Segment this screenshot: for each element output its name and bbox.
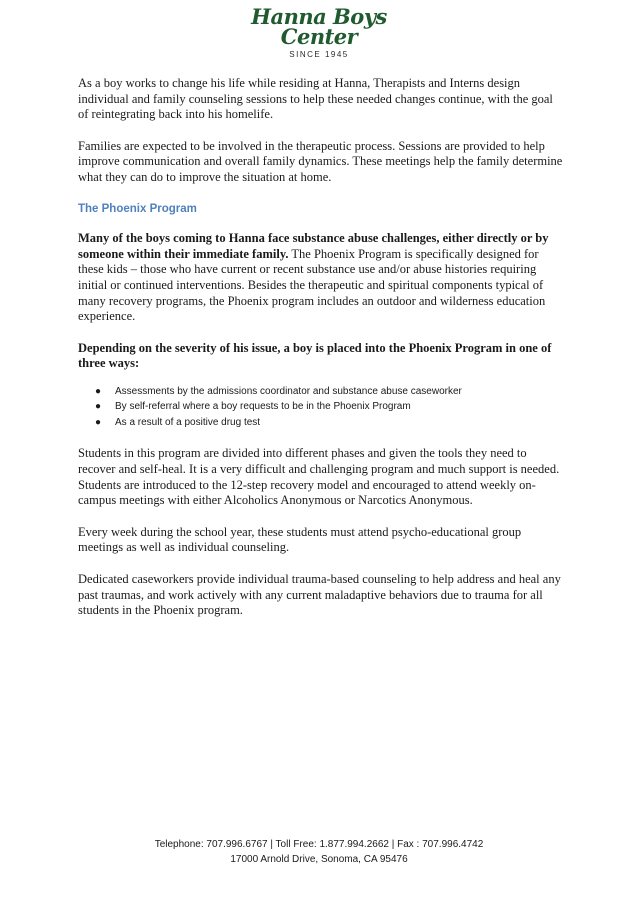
logo-name-line2: Center [280,24,358,49]
footer-contact: Telephone: 707.996.6767 | Toll Free: 1.877.994.2662 | Fax : 707.996.4742 [154,839,484,850]
paragraph-phoenix-intro-rest: The Phoenix Program is specifically designed for these kids – those who have current or recent substance use and/or abuse histories requiring initial or continued interventions. Besides the therapeutic and spiritual components typical of many recovery programs, the Phoenix program includes an outdoor and wilderness education experience. [78,246,546,324]
logo-name-line1: Hanna Boys [251,4,387,29]
paragraph-phoenix-intro [78,231,566,325]
paragraph-counseling: As a boy works to change his life while residing at Hanna, Therapists and Interns design individual and family counseling sessions to help these needed changes continue, with the goal of reintegrating back into his homelife. [78,76,553,122]
list-item [78,399,566,415]
list-item-text: Assessments by the admissions coordinator and substance abuse caseworker [115,385,462,397]
footer-address: 17000 Arnold Drive, Sonoma, CA 95476 [230,854,408,865]
organization-logo [0,6,638,59]
list-item-text: As a result of a positive drug test [115,416,261,428]
logo-since: SINCE 1945 [289,50,349,59]
paragraph-families: Families are expected to be involved in the therapeutic process. Sessions are provided to help improve communication and overall family dynamics. These meetings help the family determine what they can do to improve the situation at home. [78,138,563,184]
list-item [78,415,566,431]
paragraph-placement: Depending on the severity of his issue, a boy is placed into the Phoenix Program in one of three ways: [78,340,552,371]
paragraph-phases: Students in this program are divided into different phases and given the tools they need to recover and self-heal. It is a very difficult and challenging program and much support is needed. Students are introduced to the 12-step recovery model and encouraged to attend weekly on-campus meetings with either Alcoholics Anonymous or Narcotics Anonymous. [78,446,560,508]
paragraph-phoenix-intro-bold: Many of the boys coming to Hanna face substance abuse challenges, either directly or by someone within their immediate family. [78,231,549,261]
bullet-icon: ● [95,416,102,428]
bullet-icon: ● [95,385,102,397]
paragraph-caseworkers: Dedicated caseworkers provide individual trauma-based counseling to help address and heal any past traumas, and work actively with any current maladaptive behaviors due to trauma for all students in the Phoenix program. [78,571,561,618]
list-item-text: By self-referral where a boy requests to be in the Phoenix Program [115,401,411,413]
list-item [78,384,566,400]
section-heading: The Phoenix Program [78,202,197,215]
placement-list [78,384,566,431]
page-footer [0,837,638,867]
document-body [78,76,566,635]
bullet-icon: ● [95,401,102,413]
paragraph-weekly: Every week during the school year, these students must attend psycho-educational group meetings as well as individual counseling. [78,524,522,555]
